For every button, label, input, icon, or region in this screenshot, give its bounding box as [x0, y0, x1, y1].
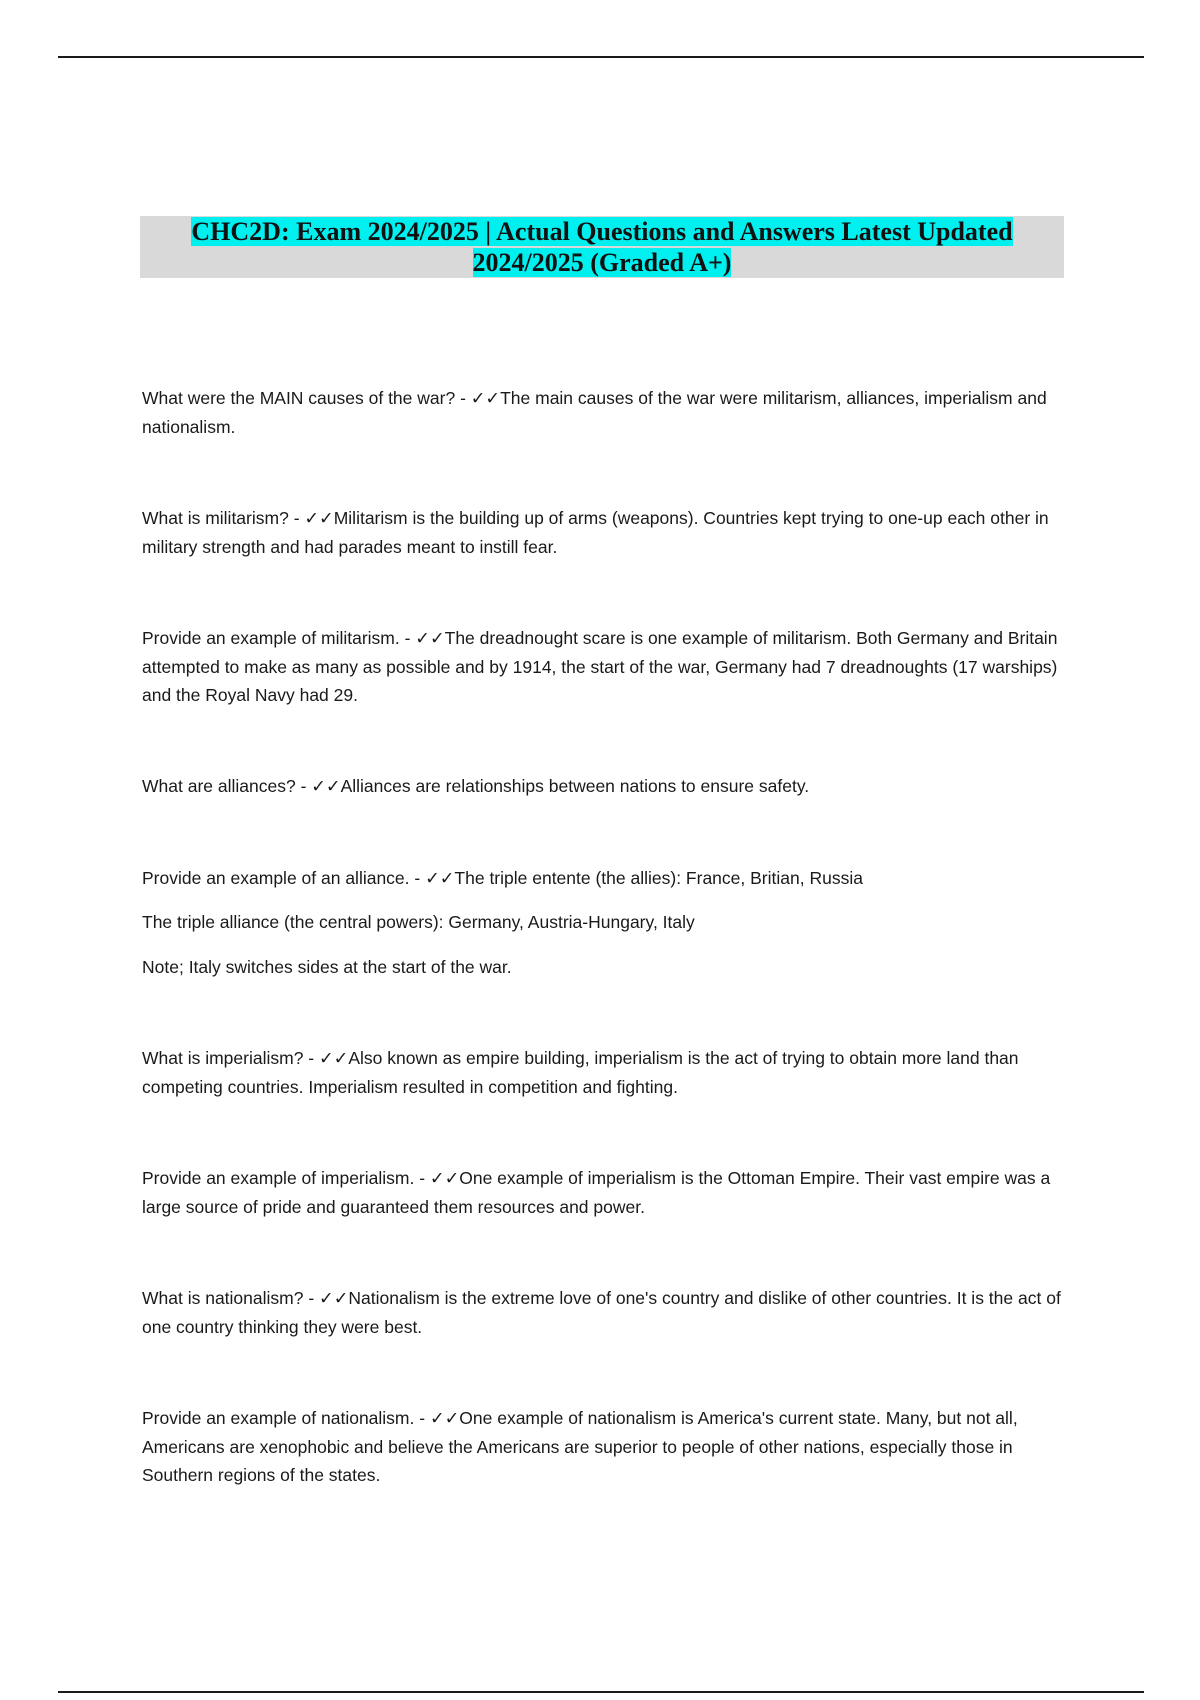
separator: -: [409, 868, 426, 888]
separator: -: [295, 776, 312, 796]
question: What is militarism?: [142, 508, 289, 528]
check-icon: ✓✓: [429, 1408, 460, 1428]
qa-item-6: [142, 1044, 1072, 1101]
check-icon: ✓✓: [319, 1048, 349, 1068]
question: Provide an example of nationalism.: [142, 1408, 415, 1428]
title-line-2: 2024/2025 (Graded A+): [472, 248, 732, 277]
qa-item-9: [142, 1404, 1072, 1490]
question: What is imperialism?: [142, 1048, 304, 1068]
answer: One example of nationalism is America's current state. Many, but not all, Americans are xenophobic and believe the Americans are superior to people of other nations, especially those in Southern regions of the states.: [142, 1408, 1018, 1485]
answer: Alliances are relationships between nations to ensure safety.: [340, 776, 810, 796]
question: What were the MAIN causes of the war?: [142, 388, 456, 408]
check-icon: ✓✓: [415, 628, 445, 648]
question: What is nationalism?: [142, 1288, 304, 1308]
separator: -: [414, 1168, 430, 1188]
answer: Nationalism is the extreme love of one's country and dislike of other countries. It is the act of one country thinking they were best.: [142, 1288, 1061, 1337]
answer: One example of imperialism is the Ottoman Empire. Their vast empire was a large source of pride and guaranteed them resources and power.: [142, 1168, 1051, 1217]
separator: -: [399, 628, 416, 648]
check-icon: ✓✓: [429, 1168, 460, 1188]
document-title: [140, 216, 1064, 278]
qa-item-2: [142, 504, 1072, 561]
answer: The main causes of the war were militarism, alliances, imperialism and nationalism.: [142, 388, 1047, 437]
separator: -: [288, 508, 305, 528]
check-icon: ✓✓: [425, 868, 455, 888]
qa-item-5: [142, 864, 1072, 893]
question: Provide an example of an alliance.: [142, 868, 410, 888]
check-icon: ✓✓: [470, 388, 501, 408]
separator: -: [455, 388, 471, 408]
qa-item-8: [142, 1284, 1072, 1341]
answer: The dreadnought scare is one example of militarism. Both Germany and Britain attempted to make as many as possible and by 1914, the start of the war, Germany had 7 dreadnoughts (17 warships) and the Royal Navy had 29.: [142, 628, 1058, 705]
separator: -: [303, 1048, 319, 1068]
qa-item-5-extra-2: Note; Italy switches sides at the start of the war.: [142, 957, 512, 977]
answer: Also known as empire building, imperialism is the act of trying to obtain more land than competing countries. Imperialism resulted in competition and fighting.: [142, 1048, 1019, 1097]
question: What are alliances?: [142, 776, 296, 796]
bottom-rule: [58, 1691, 1144, 1693]
question: Provide an example of militarism.: [142, 628, 400, 648]
qa-item-7: [142, 1164, 1072, 1221]
qa-item-1: [142, 384, 1072, 441]
separator: -: [303, 1288, 320, 1308]
check-icon: ✓✓: [319, 1288, 349, 1308]
answer: The triple entente (the allies): France, Britian, Russia: [454, 868, 863, 888]
top-rule: [58, 56, 1144, 58]
title-line-1: CHC2D: Exam 2024/2025 | Actual Questions and Answers Latest Updated: [191, 217, 1013, 246]
check-icon: ✓✓: [311, 776, 341, 796]
separator: -: [414, 1408, 430, 1428]
answer: Militarism is the building up of arms (weapons). Countries kept trying to one-up each other in military strength and had parades meant to instill fear.: [142, 508, 1049, 557]
qa-item-5-extra-1: The triple alliance (the central powers): Germany, Austria-Hungary, Italy: [142, 912, 695, 932]
question: Provide an example of imperialism.: [142, 1168, 415, 1188]
qa-item-3: [142, 624, 1072, 710]
qa-item-4: [142, 772, 1072, 801]
check-icon: ✓✓: [304, 508, 334, 528]
